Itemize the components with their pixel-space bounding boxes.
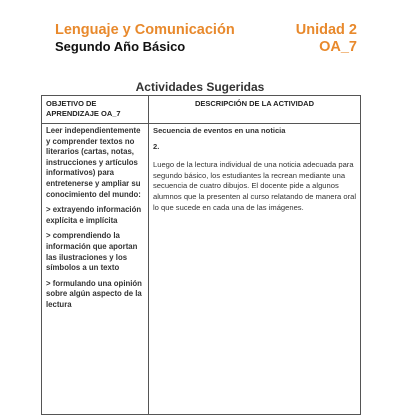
objective-point: > formulando una opinión sobre algún aspecto de la lectura — [46, 278, 142, 309]
activity-title: Secuencia de eventos en una noticia — [153, 126, 286, 135]
activity-cell — [153, 126, 358, 213]
page-header — [0, 0, 400, 60]
activity-column-header: DESCRIPCIÓN DE LA ACTIVIDAD — [194, 99, 315, 108]
oa-code: OA_7 — [319, 39, 357, 55]
objective-point: > comprendiendo la información que aportan las ilustraciones y los símbolos a un texto — [46, 231, 138, 273]
activity-number: 2. — [153, 141, 160, 151]
grade-level: Segundo Año Básico — [55, 39, 186, 54]
activity-description: Luego de la lectura individual de una noticia adecuada para segundo básico, los estudiantes la recrean mediante una secuencia de cuatro dibujos. El docente pide a algunos alumnos que la presenten al curso relatando de manera oral lo que sucede en cada una de las imágenes. — [153, 160, 357, 212]
subject-title: Lenguaje y Comunicación — [55, 22, 235, 38]
activities-table — [41, 95, 361, 415]
unit-label: Unidad 2 — [295, 22, 357, 38]
objective-column-header: OBJETIVO DE APRENDIZAJE OA_7 — [46, 99, 121, 118]
header-row-divider — [42, 123, 360, 124]
objective-intro: Leer independientemente y comprender textos no literarios (cartas, notas, instrucciones y artículos informativos) para entretenerse y ampliar su conocimiento del mundo: — [46, 126, 141, 199]
objective-cell — [46, 126, 146, 316]
column-divider — [148, 96, 149, 414]
objective-point: > extrayendo información explícita e implícita — [46, 205, 142, 225]
section-title: Actividades Sugeridas — [135, 80, 265, 94]
